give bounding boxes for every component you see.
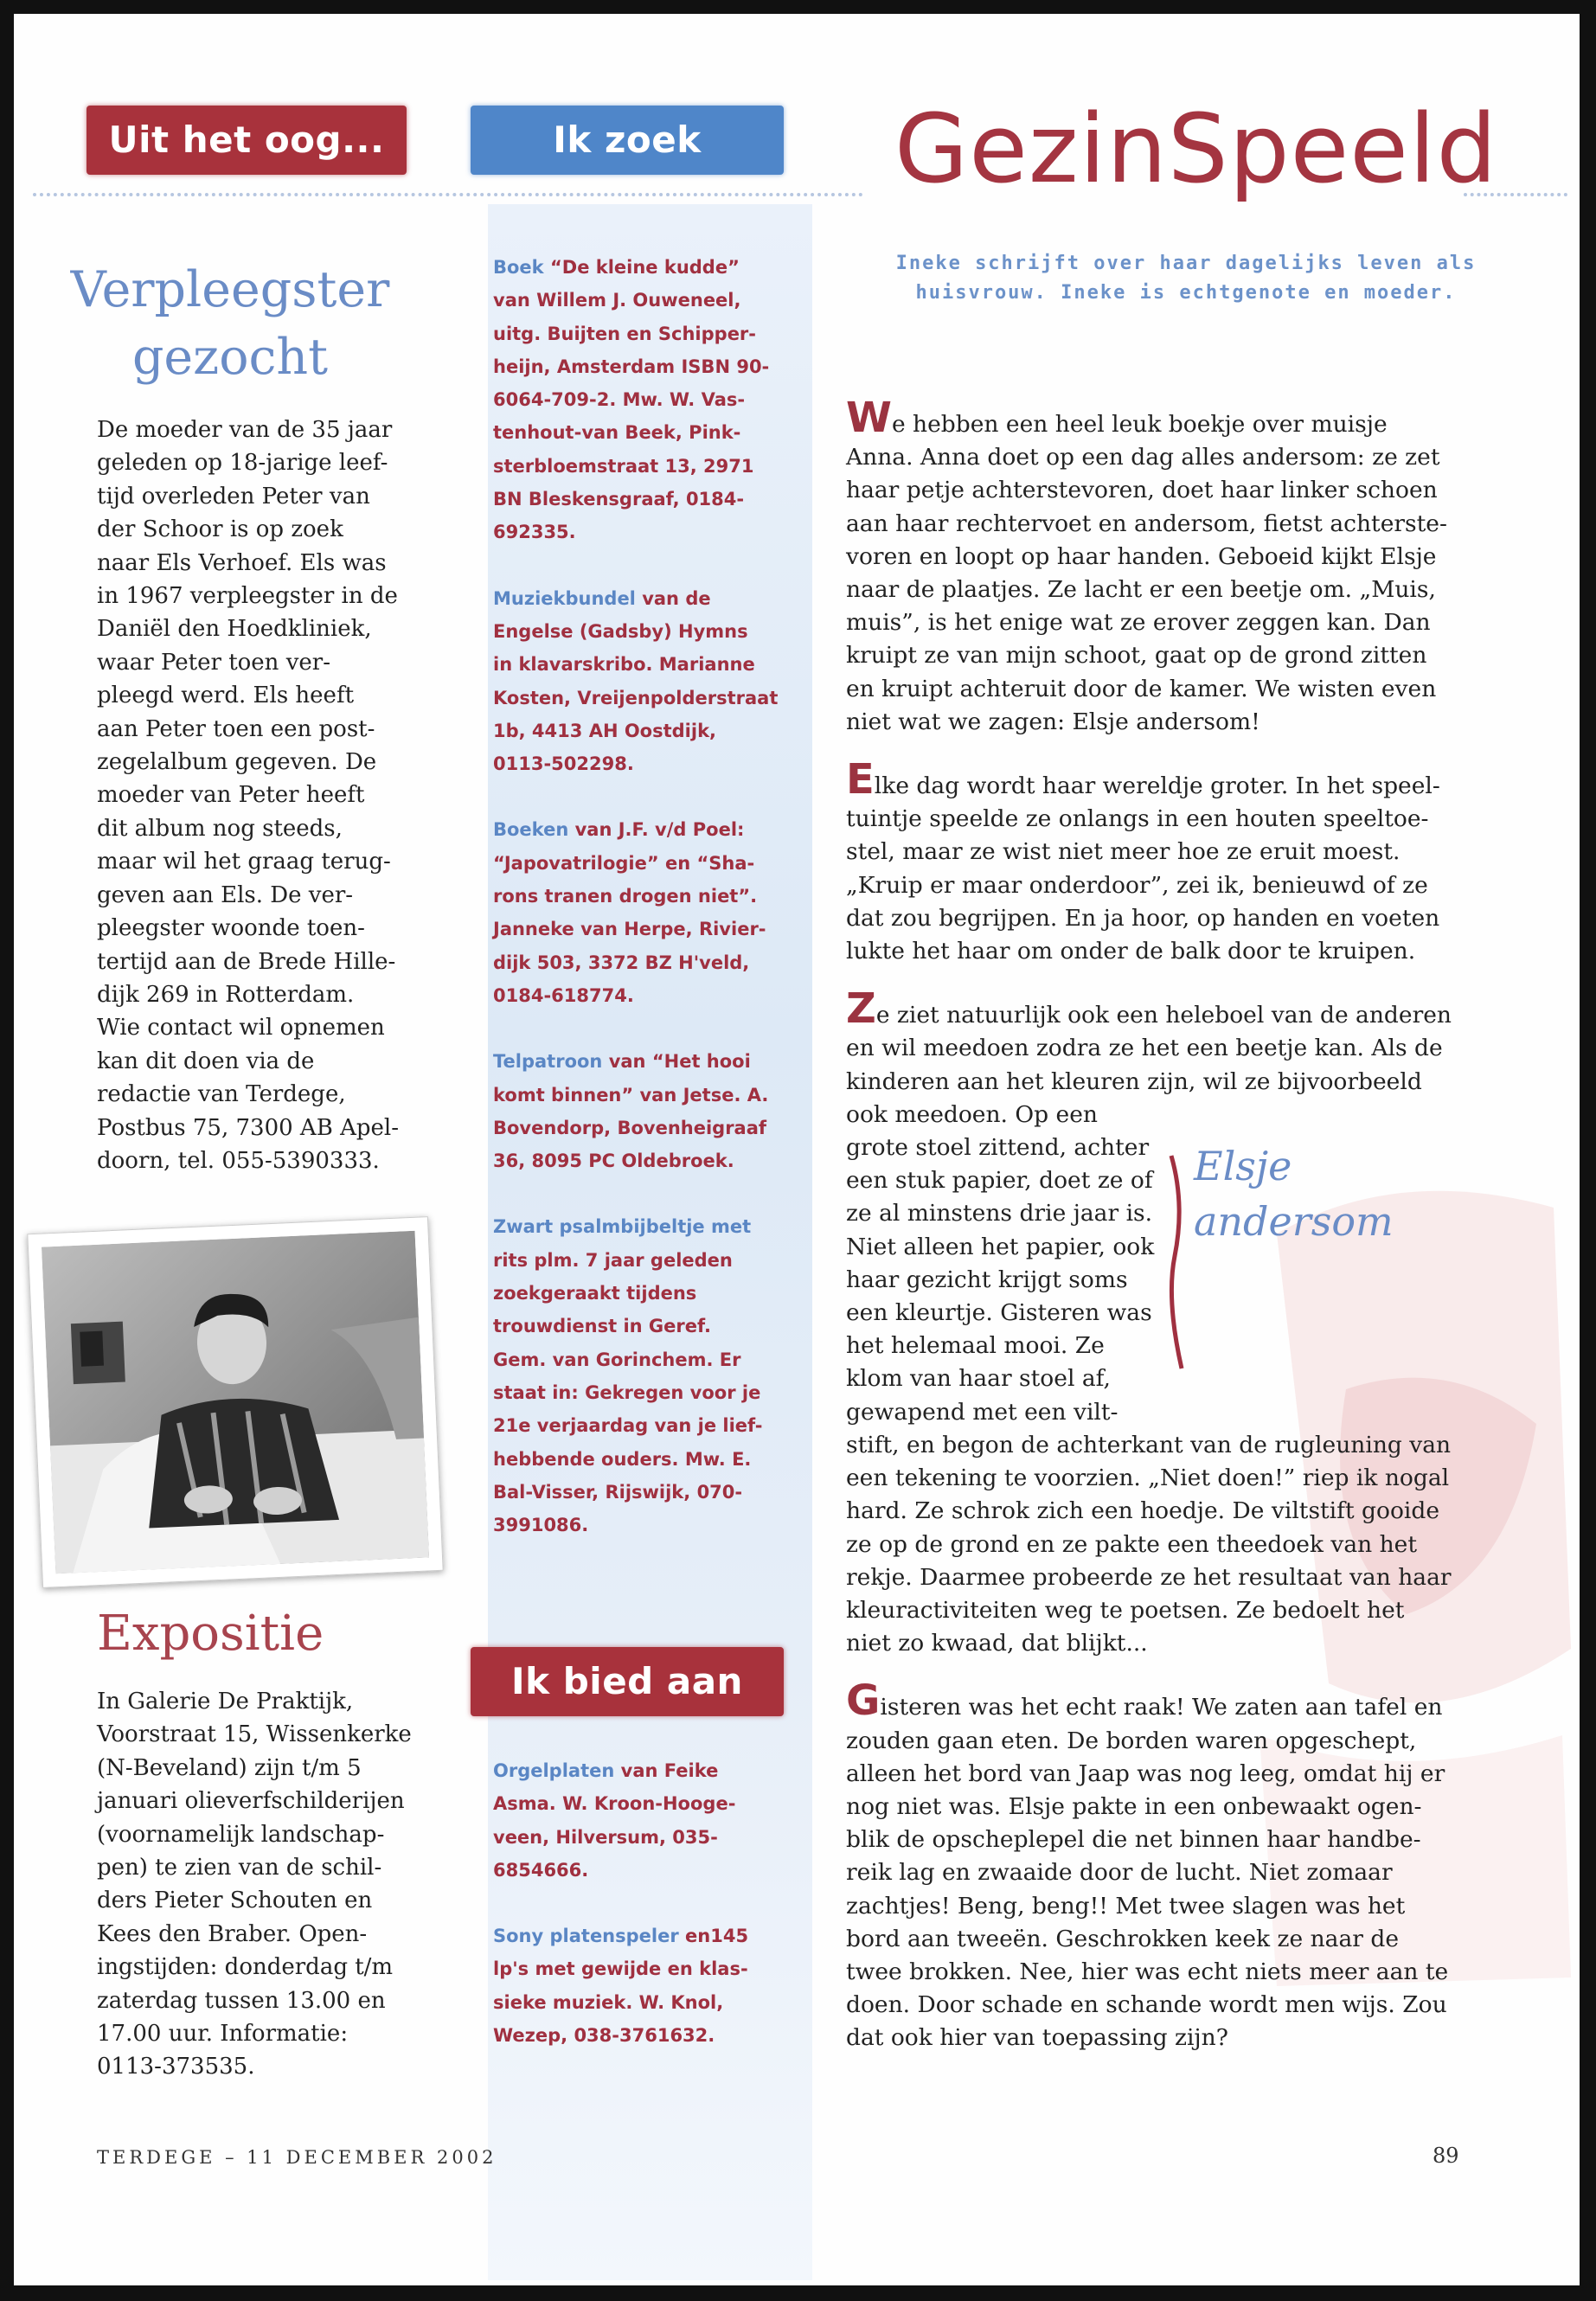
uit-het-oog-tab: Uit het oog... [87, 106, 407, 175]
listing-item [493, 1210, 796, 1541]
article-line: Wie contact wil opnemen [97, 1015, 385, 1042]
paragraph-4 [846, 1676, 1452, 2054]
article-line: doorn, tel. 055-5390333. [97, 1147, 380, 1174]
listing-line: 21e verjaardag van je lief- [493, 1415, 763, 1437]
listing-line: 3991086. [493, 1515, 589, 1536]
article-line: geven aan Els. De ver- [97, 881, 354, 908]
listing-keyword: Boek [493, 257, 544, 278]
article-line: naar Els Verhoef. Els was [97, 549, 387, 576]
listing-line: 6064-709-2. Mw. W. Vas- [493, 389, 746, 411]
listing-line [493, 813, 796, 846]
verpleegster-article-body [97, 413, 460, 1177]
listing-line: 36, 8095 PC Oldebroek. [493, 1150, 734, 1172]
paragraph-3-rest-text: stift, en begon de achterkant van de rugleuning van een tekening te voorzien. „Niet doen!” riep ik nogal hard. Ze schrok zich een hoedje. De viltstift gooide ze op de grond en ze pakte een theedoek van het rekje. Daarmee probeerde ze het resultaat van haar kleuractiviteiten weg te poetsen. Ze bedoelt het niet zo kwaad, dat blijkt... [846, 1431, 1452, 1657]
listing-keyword: Orgelplaten [493, 1760, 615, 1781]
listing-line [493, 1045, 796, 1078]
paragraph-2 [846, 755, 1452, 968]
article-line: dit album nog steeds, [97, 815, 343, 842]
paragraph-1 [846, 394, 1452, 739]
listing-line: trouwdienst in Geref. [493, 1316, 711, 1337]
article-line: der Schoor is op zoek [97, 516, 343, 543]
header-dotted-rule-left [33, 193, 863, 196]
listing-line [493, 1754, 796, 1787]
listing-line: sterbloemstraat 13, 2971 [493, 455, 754, 477]
article-line: 17.00 uur. Informatie: [97, 2021, 349, 2048]
header-dotted-rule-right [1464, 193, 1567, 196]
article-line: (voornamelijk landschap- [97, 1821, 385, 1848]
pull-quote-bracket [1163, 1152, 1189, 1377]
listing-line: komt binnen” van Jetse. A. [493, 1084, 769, 1106]
listing-text: van Feike [614, 1760, 719, 1781]
listing-line: Kosten, Vreijenpolderstraat [493, 687, 779, 708]
pull-quote [1194, 1138, 1394, 1249]
article-line: ook meedoen. Op een [846, 1100, 1098, 1128]
listing-line: 0184-618774. [493, 984, 634, 1006]
paragraph-2-text: lke dag wordt haar wereldje groter. In het speel-tuintje speelde ze onlangs in een houten speeltoe-stel, maar ze wist niet meer hoe ze eruit moest. „Kruip er maar onderdoor”, zei ik, benieuwd of ze dat zou begrijpen. En ja hoor, op handen en voeten lukte het haar om onder de balk door te kruipen. [846, 772, 1440, 965]
article-line: ingstijden: donderdag t/m [97, 1954, 394, 1981]
article-line: haar gezicht krijgt soms [846, 1266, 1128, 1293]
listing-line: dijk 503, 3372 BZ H'veld, [493, 952, 750, 973]
column-subtitle: Ineke schrijft over haar dagelijks leven als huisvrouw. Ineke is echtgenote en moeder. [895, 253, 1477, 304]
paragraph-4-text: isteren was het echt raak! We zaten aan tafel en zouden gaan eten. De borden waren opgeschept, alleen het bord van Jaap was nog leeg, omdat hij er nog niet was. Elsje pakte in een onbewaakt ogen-blik de opscheplepel die net binnen haar handbe-reik lag en zwaaide door de lucht. Niet zomaar zachtjes! Beng, beng!! Met twee slagen was het bord aan tweeën. Geschrokken keek ze naar de twee brokken. Nee, hier was echt niets meer aan te doen. Door schade en schande wordt men wijs. Zou dat ook hier van toepassing zijn? [846, 1694, 1449, 2052]
listing-line [493, 1920, 796, 1952]
listing-text: van “Het hooi [602, 1051, 751, 1073]
article-line: Voorstraat 15, Wissenkerke [97, 1721, 412, 1748]
listing-item [493, 1920, 796, 2052]
ik-bied-aan-listings [493, 1754, 796, 2085]
ik-bied-aan-tab: Ik bied aan [471, 1647, 784, 1716]
listing-line: BN Bleskensgraaf, 0184- [493, 489, 745, 510]
article-line: tertijd aan de Brede Hille- [97, 948, 396, 975]
listing-line: 0113-502298. [493, 753, 634, 775]
footer-publication: TERDEGE – 11 DECEMBER 2002 [97, 2147, 497, 2168]
listing-line: sieke muziek. W. Knol, [493, 1991, 724, 2013]
paragraph-3-top-text: e ziet natuurlijk ook een heleboel van de anderen en wil meedoen zodra ze het een beetje kan. Als de kinderen aan het kleuren zijn, wil ze bijvoorbeeld [846, 1002, 1452, 1095]
article-line: moeder van Peter heeft [97, 782, 365, 809]
article-line: januari olieverfschilderijen [97, 1788, 405, 1815]
page-number: 89 [1433, 2144, 1459, 2168]
listing-line: Bal-Visser, Rijswijk, 070- [493, 1481, 743, 1503]
article-line: zegelalbum gegeven. De [97, 749, 377, 776]
pull-quote-line-1: Elsje [1194, 1143, 1292, 1189]
listing-item [493, 1754, 796, 1887]
heading-line-2: gezocht [131, 329, 329, 386]
listing-line: van Willem J. Ouweneel, [493, 290, 741, 311]
article-line: 0113-373535. [97, 2054, 255, 2080]
article-line: pen) te zien van de schil- [97, 1855, 382, 1881]
listing-line [493, 1210, 796, 1243]
listing-keyword: Zwart psalmbijbeltje met [493, 1216, 752, 1238]
paragraph-3-narrow [846, 1099, 1192, 1429]
article-line: in 1967 verpleegster in de [97, 583, 398, 610]
listing-line: Bovendorp, Bovenheigraaf [493, 1117, 767, 1138]
article-line: ders Pieter Schouten en [97, 1888, 373, 1914]
article-line: In Galerie De Praktijk, [97, 1689, 354, 1715]
listing-line: Asma. W. Kroon-Hooge- [493, 1793, 736, 1815]
heading-line-1: Verpleegster [70, 261, 390, 318]
article-line: Daniël den Hoedkliniek, [97, 616, 372, 643]
article-line: (N-Beveland) zijn t/m 5 [97, 1754, 362, 1781]
article-line: maar wil het graag terug- [97, 849, 391, 875]
article-line: waar Peter toen ver- [97, 649, 330, 676]
article-line: een kleurtje. Gisteren was [846, 1299, 1152, 1327]
article-line: Niet alleen het papier, ook [846, 1233, 1155, 1260]
listing-text: van de [635, 587, 711, 609]
expositie-heading: Expositie [97, 1606, 324, 1662]
listing-line: “Japovatrilogie” en “Sha- [493, 852, 755, 874]
listing-item [493, 251, 796, 549]
article-line: het helemaal mooi. Ze [846, 1332, 1105, 1360]
article-line: zaterdag tussen 13.00 en [97, 1987, 386, 2014]
listing-line: hebbende ouders. Mw. E. [493, 1448, 752, 1470]
listing-line: veen, Hilversum, 035- [493, 1826, 718, 1848]
pull-quote-line-2: andersom [1194, 1198, 1394, 1245]
paragraph-1-text: e hebben een heel leuk boekje over muisje Anna. Anna doet op een dag alles andersom: ze zet haar petje achterstevoren, doet haar linker schoen aan haar rechtervoet en andersom, fietst achterste-voren en loopt op haar handen. Geboeid kijkt Elsje naar de plaatjes. Ze lacht er een beetje om. „Muis, muis”, is het enige wat ze erover zeggen kan. Dan kruipt ze van mijn schoot, gaat op de grond zitten en kruipt achteruit door de kamer. We wisten even niet wat we zagen: Elsje andersom! [846, 411, 1447, 735]
paragraph-3-top [846, 984, 1452, 1099]
magazine-page [14, 14, 1580, 2285]
listing-line: Wezep, 038-3761632. [493, 2025, 715, 2047]
listing-line [493, 582, 796, 615]
article-line: Postbus 75, 7300 AB Apel- [97, 1114, 399, 1141]
listing-line: staat in: Gekregen voor je [493, 1381, 761, 1403]
peter-photo [42, 1231, 429, 1574]
article-line: een stuk papier, doet ze of [846, 1167, 1153, 1195]
listing-line [493, 251, 796, 284]
dropcap-e: E [846, 755, 875, 804]
article-line: ze al minstens drie jaar is. [846, 1200, 1153, 1227]
listing-line: 692335. [493, 522, 576, 543]
listing-line: Engelse (Gadsby) Hymns [493, 620, 748, 642]
article-line: pleegster woonde toen- [97, 915, 365, 942]
listing-line: in klavarskribo. Marianne [493, 654, 755, 676]
listing-line: rons tranen drogen niet”. [493, 886, 758, 907]
gezinspeeld-title: GezinSpeeld [894, 93, 1498, 204]
article-line: grote stoel zittend, achter [846, 1134, 1150, 1162]
listing-text: “De kleine kudde” [543, 257, 740, 278]
dropcap-g: G [846, 1676, 881, 1726]
dropcap-z: Z [846, 984, 876, 1034]
article-line: redactie van Terdege, [97, 1081, 346, 1108]
listing-keyword: Boeken [493, 819, 569, 841]
paragraph-3-rest [846, 1429, 1452, 1660]
verpleegster-heading [66, 256, 394, 391]
ik-zoek-listings [493, 251, 796, 1574]
dropcap-w: W [846, 394, 892, 442]
photo-frame [27, 1216, 443, 1588]
article-line: aan Peter toen een post- [97, 715, 375, 742]
expositie-article-body [97, 1685, 460, 2084]
article-line: Kees den Braber. Open- [97, 1920, 368, 1947]
listing-line: Janneke van Herpe, Rivier- [493, 919, 766, 940]
listing-text: en145 [678, 1926, 749, 1947]
listing-line: zoekgeraakt tijdens [493, 1283, 697, 1304]
listing-line: rits plm. 7 jaar geleden [493, 1249, 733, 1271]
listing-line: tenhout-van Beek, Pink- [493, 422, 741, 444]
listing-item [493, 1045, 796, 1177]
listing-line: heijn, Amsterdam ISBN 90- [493, 356, 770, 377]
listing-line: Gem. van Gorinchem. Er [493, 1349, 741, 1370]
listing-line: 1b, 4413 AH Oostdijk, [493, 720, 717, 741]
listing-line: uitg. Buijten en Schipper- [493, 323, 757, 344]
article-line: klom van haar stoel af, [846, 1365, 1111, 1393]
listing-line: lp's met gewijde en klas- [493, 1958, 748, 1980]
listing-keyword: Muziekbundel [493, 587, 636, 609]
article-line: De moeder van de 35 jaar [97, 417, 393, 443]
article-line: pleegd werd. Els heeft [97, 683, 355, 709]
listing-line: 6854666. [493, 1859, 589, 1881]
listing-item [493, 582, 796, 781]
article-line: gewapend met een vilt- [846, 1398, 1118, 1426]
listing-item [493, 813, 796, 1012]
listing-keyword: Sony platenspeler [493, 1926, 679, 1947]
listing-text: van J.F. v/d Poel: [568, 819, 745, 841]
article-line: geleden op 18-jarige leef- [97, 450, 388, 477]
article-line: dijk 269 in Rotterdam. [97, 981, 355, 1008]
ik-zoek-tab: Ik zoek [471, 106, 784, 175]
article-line: kan dit doen via de [97, 1048, 315, 1074]
listing-keyword: Telpatroon [493, 1051, 603, 1073]
article-line: tijd overleden Peter van [97, 483, 370, 510]
